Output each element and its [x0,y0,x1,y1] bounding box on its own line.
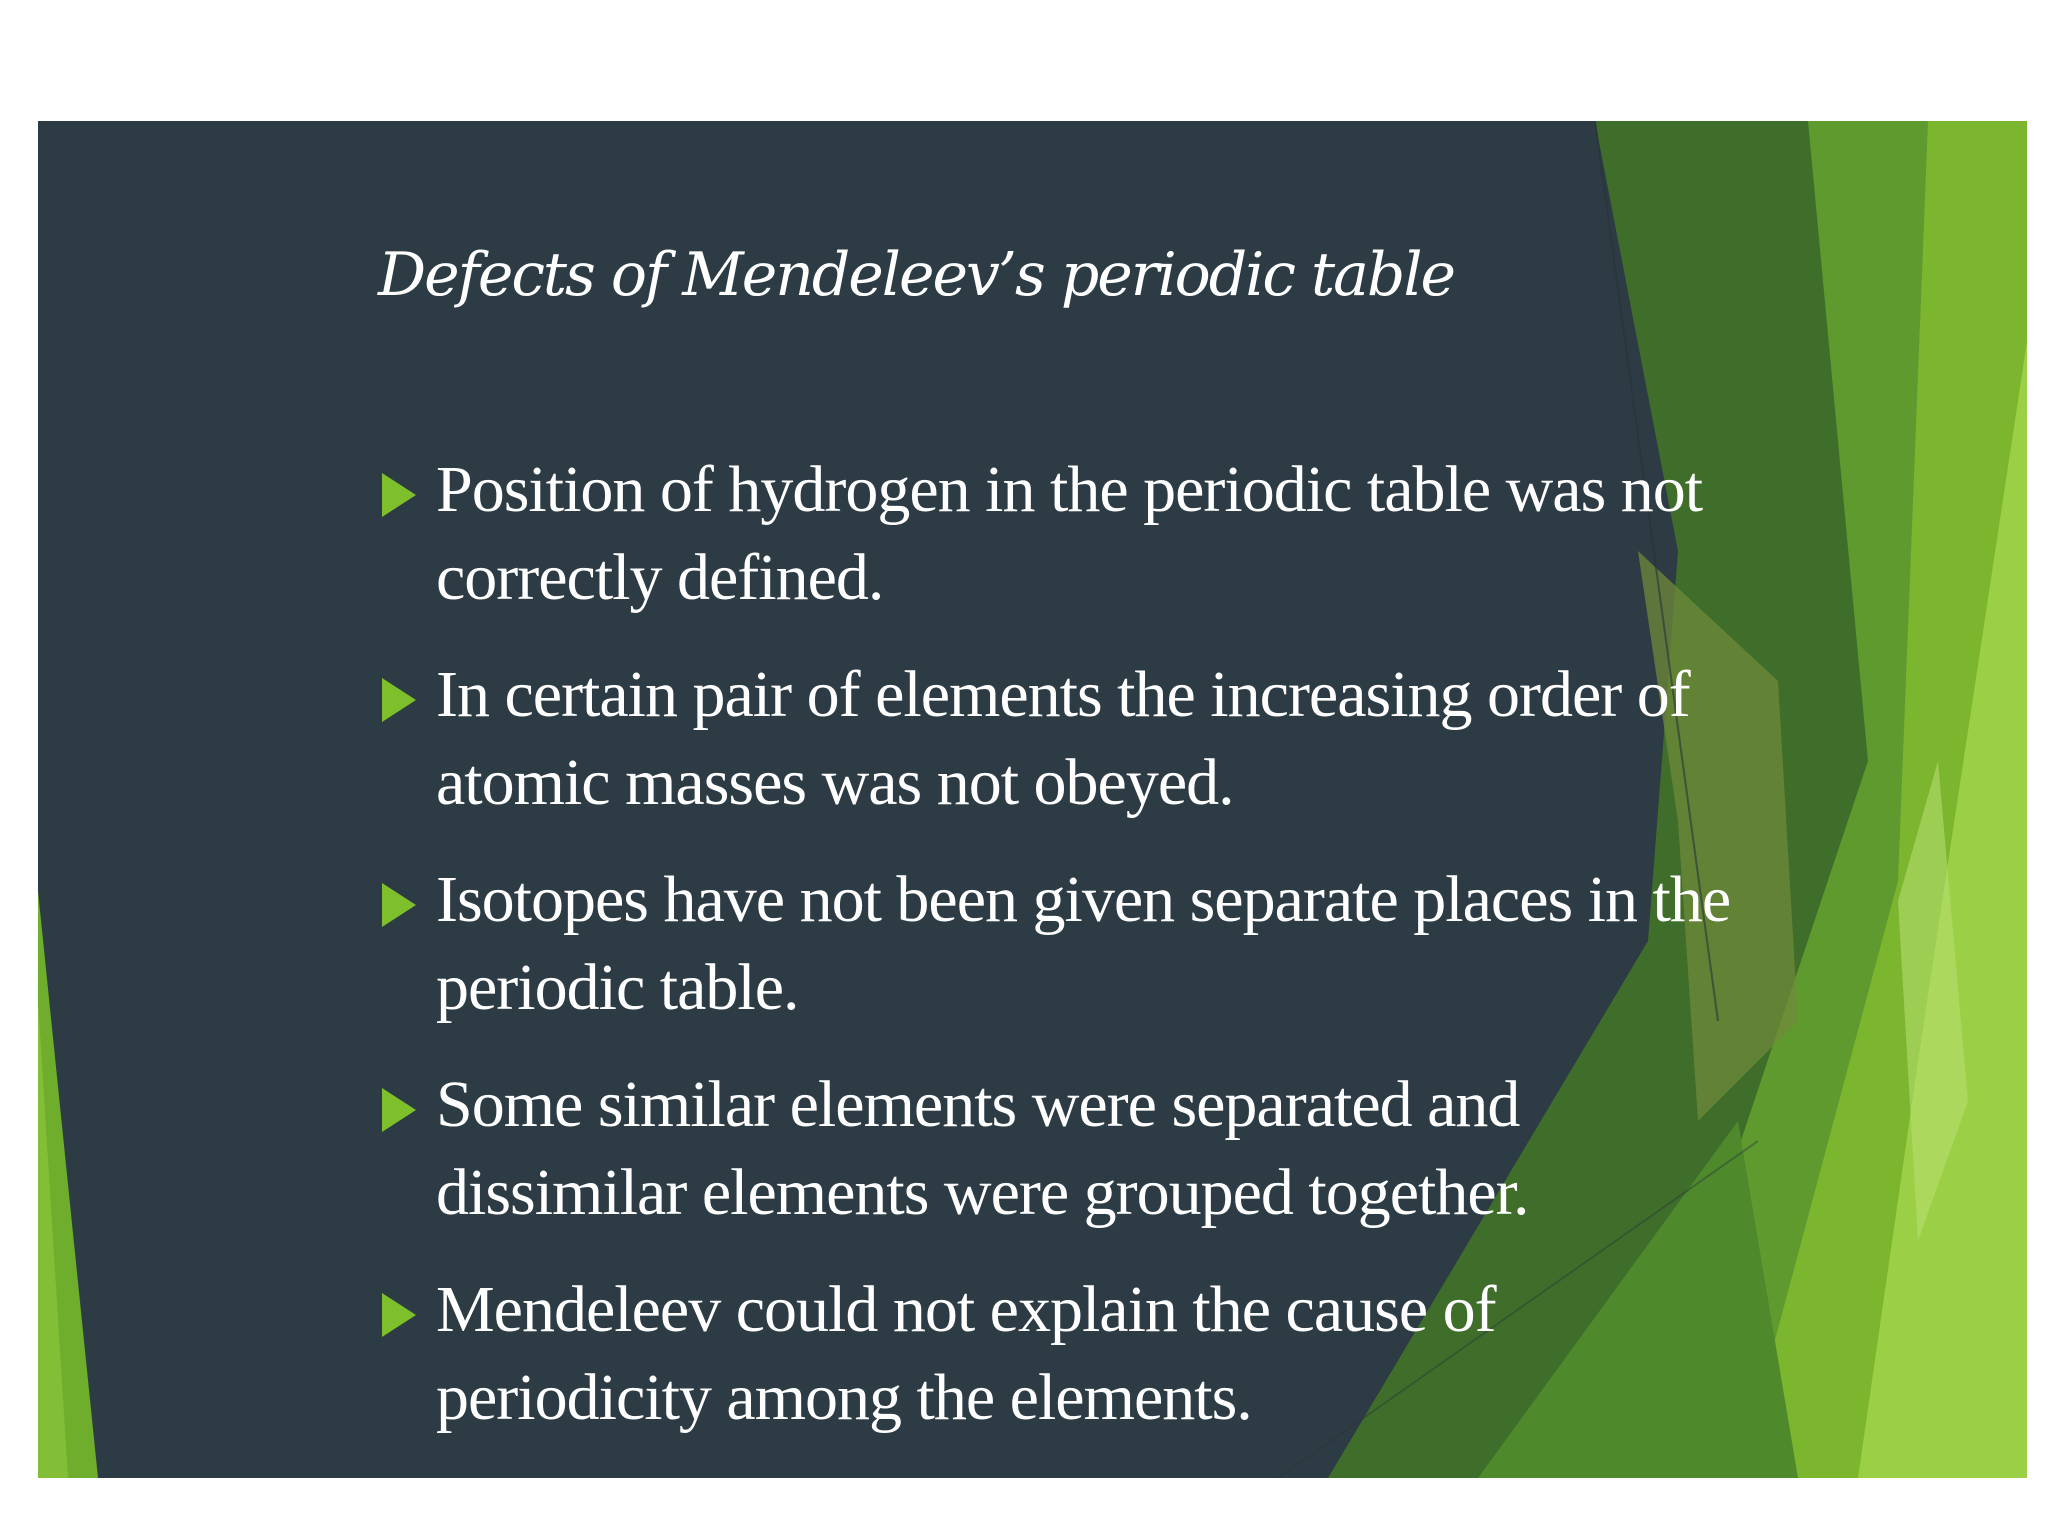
slide-title: Defects of Mendeleev’s periodic table [378,240,1455,310]
triangle-right-icon [382,678,416,722]
bullet-item [378,1061,1758,1237]
triangle-right-icon [382,473,416,517]
triangle-right-icon [382,1293,416,1337]
bullet-item [378,446,1758,622]
bullet-text: Mendeleev could not explain the cause of periodicity among the elements. [436,1273,1496,1434]
slide [38,121,2027,1478]
bullet-text: In certain pair of elements the increasing order of atomic masses was not obeyed. [436,658,1690,819]
bullet-text: Some similar elements were separated and dissimilar elements were grouped together. [436,1068,1529,1229]
bullet-item [378,856,1758,1032]
bullet-list [378,446,1758,1471]
bullet-item [378,651,1758,827]
bullet-text: Position of hydrogen in the periodic table was not correctly defined. [436,453,1703,614]
triangle-right-icon [382,883,416,927]
triangle-right-icon [382,1088,416,1132]
bullet-text: Isotopes have not been given separate places in the periodic table. [436,863,1731,1024]
bullet-item [378,1266,1758,1442]
